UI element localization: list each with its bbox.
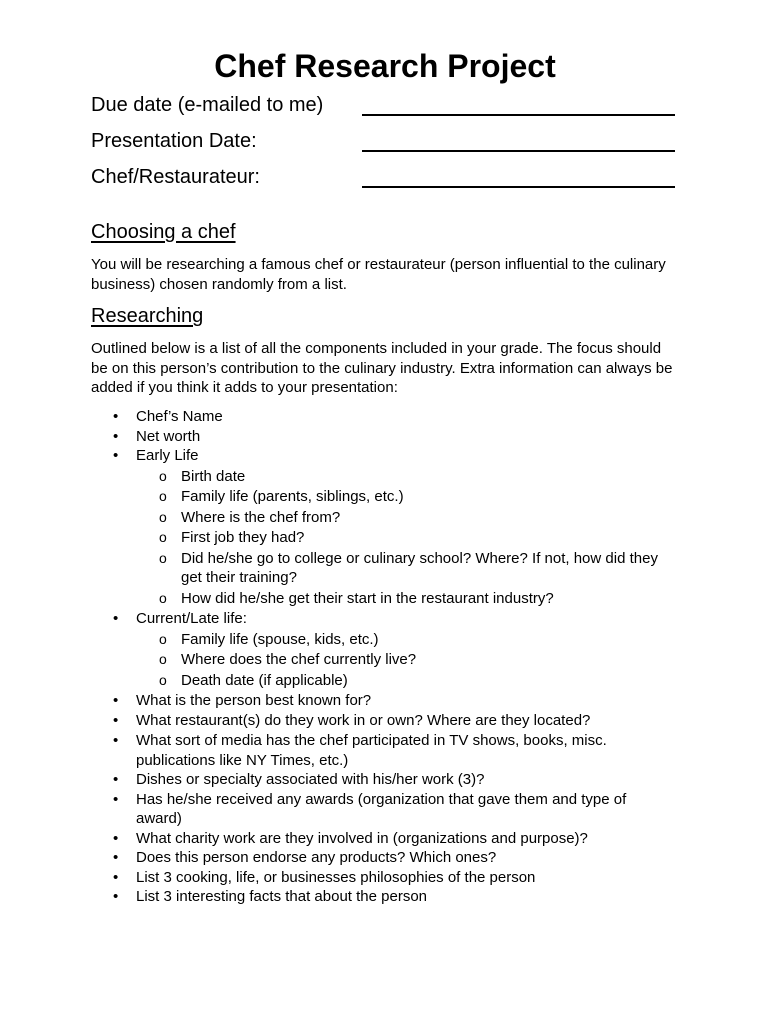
- sub-list-item-text: Birth date: [181, 467, 246, 485]
- page-title: Chef Research Project: [214, 48, 556, 84]
- bullet-marker: •: [113, 692, 119, 709]
- list-item-text: Early Life: [136, 447, 199, 464]
- components-list: [0, 407, 770, 907]
- due-date-field: [91, 92, 681, 120]
- choosing-chef-heading: Choosing a chef: [91, 221, 236, 243]
- sub-list-item: [0, 508, 770, 528]
- list-item: [0, 829, 770, 849]
- list-item-text: List 3 interesting facts that about the person: [136, 888, 428, 905]
- bullet-marker: •: [113, 790, 119, 808]
- bullet-marker: •: [113, 610, 119, 627]
- list-item: [0, 691, 770, 711]
- bullet-marker: •: [113, 771, 119, 788]
- sub-bullet-marker: o: [159, 488, 167, 504]
- list-item: [0, 407, 770, 427]
- due-date-blank-line: [362, 114, 675, 116]
- list-item-text: Chef’s Name: [136, 408, 223, 425]
- list-item: [0, 848, 770, 868]
- choosing-chef-paragraph: You will be researching a famous chef or restaurateur (person influential to the culinary business) chosen randomly from a list.: [91, 256, 666, 293]
- researching-paragraph: Outlined below is a list of all the components included in your grade. The focus should be on this person’s contribution to the culinary industry. Extra information can always be added if you think it adds to your presentation:: [91, 340, 673, 396]
- sub-bullet-marker: o: [159, 467, 167, 484]
- sub-list-item-text: Family life (parents, siblings, etc.): [181, 488, 404, 505]
- sub-bullet-marker: o: [159, 529, 167, 545]
- sub-list-item-text: Did he/she go to college or culinary school? Where? If not, how did they get their training?: [181, 549, 658, 586]
- bullet-marker: •: [113, 829, 119, 847]
- presentation-date-field: [91, 128, 681, 156]
- researching-heading: Researching: [91, 305, 204, 327]
- bullet-marker: •: [113, 427, 119, 445]
- list-item-text: Dishes or specialty associated with his/her work (3)?: [136, 771, 485, 788]
- list-item-text: What charity work are they involved in (organizations and purpose)?: [136, 829, 588, 847]
- sub-list-item: [0, 650, 770, 670]
- sub-list-item: [0, 630, 770, 650]
- list-item-text: Current/Late life:: [136, 610, 247, 627]
- bullet-marker: •: [113, 732, 119, 749]
- due-date-label: Due date (e-mailed to me): [91, 94, 324, 116]
- bullet-marker: •: [113, 408, 119, 425]
- list-item: [0, 868, 770, 888]
- sub-list-item: [0, 487, 770, 507]
- sub-list-item: [0, 589, 770, 609]
- sub-list-item-text: Death date (if applicable): [181, 671, 348, 689]
- list-item: [0, 790, 770, 829]
- list-item-text: What restaurant(s) do they work in or own? Where are they located?: [136, 712, 591, 729]
- list-item: [0, 609, 770, 629]
- bullet-marker: •: [113, 868, 119, 886]
- sub-list-item: [0, 549, 770, 588]
- list-item-text: Net worth: [136, 427, 201, 445]
- sub-list-item-text: How did he/she get their start in the restaurant industry?: [181, 589, 554, 607]
- presentation-date-blank-line: [362, 150, 675, 152]
- bullet-marker: •: [113, 849, 119, 866]
- list-item: [0, 427, 770, 447]
- sub-list-item-text: Family life (spouse, kids, etc.): [181, 630, 379, 648]
- bullet-marker: •: [113, 712, 119, 729]
- list-item: [0, 446, 770, 466]
- sub-list-item: [0, 528, 770, 548]
- sub-bullet-marker: o: [159, 549, 167, 566]
- chef-restaurateur-blank-line: [362, 186, 675, 188]
- list-item: [0, 770, 770, 790]
- list-item: [0, 731, 770, 770]
- sub-list-item-text: Where is the chef from?: [181, 508, 341, 526]
- list-item-text: List 3 cooking, life, or businesses philosophies of the person: [136, 868, 536, 886]
- list-item-text: What sort of media has the chef participated in TV shows, books, misc. publications like NY Times, etc.): [136, 732, 607, 769]
- sub-bullet-marker: o: [159, 630, 167, 647]
- bullet-marker: •: [113, 888, 119, 905]
- sub-list-item: [0, 671, 770, 691]
- list-item-text: Does this person endorse any products? Which ones?: [136, 849, 497, 866]
- bullet-marker: •: [113, 447, 119, 464]
- list-item-text: Has he/she received any awards (organization that gave them and type of award): [136, 790, 627, 827]
- sub-bullet-marker: o: [159, 508, 167, 525]
- list-item: [0, 887, 770, 907]
- sub-list-item: [0, 467, 770, 487]
- chef-restaurateur-label: Chef/Restaurateur:: [91, 166, 260, 188]
- chef-restaurateur-field: [91, 164, 681, 192]
- sub-bullet-marker: o: [159, 651, 167, 667]
- list-item: [0, 711, 770, 731]
- sub-bullet-marker: o: [159, 671, 167, 688]
- list-item-text: What is the person best known for?: [136, 692, 372, 709]
- sub-list-item-text: Where does the chef currently live?: [181, 651, 417, 668]
- presentation-date-label: Presentation Date:: [91, 130, 257, 152]
- sub-list-item-text: First job they had?: [181, 529, 305, 546]
- sub-bullet-marker: o: [159, 589, 167, 606]
